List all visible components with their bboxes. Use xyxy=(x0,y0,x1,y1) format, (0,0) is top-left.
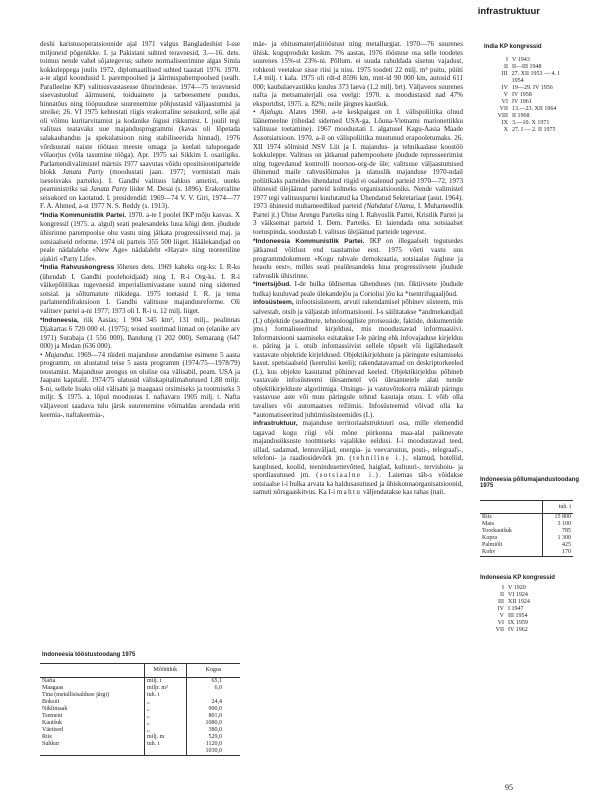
entry-head-infrastructure: infrastruktuur, xyxy=(253,420,298,428)
india-congress-date: IV 1958 xyxy=(512,92,532,98)
india-congress-number: IV xyxy=(501,85,508,91)
entry-text-india-kp: 1970. a-te I poolei IKP mõju kasvas. X kongressil (1975. a. algul) seati pealesandeks luua kõigi dem. jõudude ühisrinne parempoolse ohu vastu ning jätkata progressiivseid maj. ja sotsiaalseid reforme. 1974 oli parteis 355 500 liiget. Häälekandjad on peale nädalalehe «New Age» nädalaleht «Hayat» ning teoreetiline ajakiri «Party Life». xyxy=(40,210,240,263)
indonesia-congress-item xyxy=(480,606,575,613)
production-table-cell: Tsement xyxy=(42,713,63,719)
agri-table-cell: Kopra xyxy=(482,535,497,541)
production-table-cell: Maagaas xyxy=(42,685,64,691)
paragraph-bangladesh: deshi karistusoperatsioonide ajal 1971 valgus Bangladeshist I-sse miljoneid põgenikke. I. ja Pakistani suhted teravnesid, 3.—16. dets. toimus nende vahel sõjategevus; suhete normaliseerimine algas Simla kokkuleppega juulis 1972, diplomaatilised suhted taastati 1976. 1970. a-te algul koondusid I. parempoolsed ja äärmuspahempoolsed (sealh. Paralleelne KP) valitsusvastasesse ühisrindesse. 1974—75 teravnesid sisevastuolud äärmuseni, toiduainete ja tarbeesemete puudus, hinnatõus ning tööpuuduse suurenemine põhjustasid väljaastumisi ja streike; 26. VI 1975 kehtestati riigis erakorraline seisukord, selle ajal oli võimu kuritarvitamist ja kodanike õigusi rikkumist. I. juulil tegi valitsus teatavaks uue majandusprogrammi (kavas oli lõpetada salakaubandus ja spekulatsioon ning stabiliseerida hinnad). 1976 võrdsustati naiste töötasu meeste omaga ja keelati talupoegade võlaorjus (võla tasumine tööga). Apr. 1975 sai Sikkim I. osariigiks. Parlamendivalimistel märtsis 1977 saavutas võidu opositsiooniparteide blokk xyxy=(40,40,240,177)
india-congress-item xyxy=(484,71,572,85)
entry-text-info-system: infootsisüsteem, arvuti rakendamisel põhinev süsteem, mis salvestab, otsib ja väljastab informatsiooni. I-s säilitatakse *andmekandjail (L) objektide (seadmete, tehnoloogiliste protsesside, faktide, dokumentide jms.) formaliseeritud kirjeldusi, mis moodustavad informaasiivi. Informatsiooni saamiseks esitatakse I-le päring ehk infovajaduse kirjeldus e. päring ja i. otsib infomassiivist sellele tõpselt või ligilähedaselt vastavate objektide kirjeldused. Objektikirjelduste ja päringute esitamiseks kasut. spetsiaalseid (keerulisi keeli); rakendatavamad on deskriptorkeeled (L), kus objekte kasutatud põhinevad keeled. Objektikirjeldus põhineb vastavale infosüsteemi ülesannetel või ülesannetele alati nende objektikirjelduste algoritmiga. Otsingu- ja vastuvõtukorra määrab päringu vastavuse aste või muu päringule tehtud kasutaja otsus. I. võib olla tavalises või automaatses režiimis. Infosüsteemid võivad olla ka *automatiseeritud juhtimissüsteemides (L). xyxy=(253,298,463,419)
production-table-cell: „ xyxy=(145,699,187,706)
production-table-cell: Suhkur xyxy=(42,741,60,747)
nahdatul-ulama-term: (Nahdatul Ulama, xyxy=(364,202,416,211)
production-table-cell: 6,0 xyxy=(186,685,240,692)
indonesia-congress-number: VI xyxy=(497,620,504,626)
indonesia-congress-number: I xyxy=(502,585,504,591)
production-table-row xyxy=(40,713,240,720)
indonesia-congress-number: III xyxy=(498,599,504,605)
indonesia-congress-number: II xyxy=(500,592,504,598)
text-column-right xyxy=(253,40,463,770)
paragraph-economy-cont: mäe- ja ehitusmaterjalitööstust ning metallurgiat. 1970—76 suurenes ühisk. koguprodukt keskm. 7% aastas, 1976 tööstuse osa selle toodetes suurenes 15%-st 23%-ni. Põllum. ei suuda rahuldada sisetuu vajadust, rohkesti veetakse sisse riisi ja nisu. 1975 toodeti 22 milj. m³ puitu, püüti 1,4 milj. t kala. 1975 oli rdt-d 8596 km, mnt-id 90 000 km, autosid 611 000; kaubalaevastikku kuulus 373 laeva (1,2 milj. brt). Väljaveos suurenes nafta ja metsamaterjali osa veelgi: 1970. a. moodustasid nad 47% eksportdist, 1975. a. 82%; neile järgnes kautšuk. xyxy=(253,40,463,108)
paragraph-presidents: liider M. Desai (s. 1896). Erakorraline seisukord on kaotatud. I. presidendid: 1969—74 V. V. Giri, 1974—77 F. A. Ahmed, a-st 1977 N. S. Reddy (s. 1913). xyxy=(40,185,240,211)
agri-table-row xyxy=(480,514,573,522)
production-table-cell: miljr. m³ xyxy=(145,685,187,692)
production-table-cell: milj. t xyxy=(145,678,187,686)
production-table-cell: 380,0 xyxy=(186,727,240,734)
janata-party-term-2: Janata Party xyxy=(90,185,128,194)
production-table-cell: 24,4 xyxy=(186,699,240,706)
production-table-cell: Boksiit xyxy=(42,699,60,705)
entry-text-indonesia-kp: IKP on illegaalselt tegutsedes jätkanud võitlust end taastamise eest. 1975 võeti vastu uus programmdokument «Kogu rahvale demokraatia, sotsiaalse õigluse ja heaolu eest», milles seati peaülesandeks luua progressiivsete jõudude rahvuslik ühisrinne. xyxy=(253,236,463,280)
agri-table-title: Indoneesia põllumajandustoodang 1975 xyxy=(480,477,580,489)
production-table-cell: tuh. t xyxy=(145,692,187,699)
agri-table-header: tuh. t xyxy=(543,501,574,514)
production-table-cell: tuh. t xyxy=(145,741,187,748)
section-text-economy: 1969—74 tüideti majanduse arendamise esimene 5 aasta programm, on alustatud teise 5 aasta programm (1974/75—1978/79) teostamist. Majanduse arengus on olulise osa välisabil, peam. USA ja Jaapani kapitalil. 1974/75 ulatusid väliskapitalimahutused 1,88 miljr. $-ni, sellele lisaks olid välisabi ja maagaasi otsimiseks ja tootmiseks 3 miljr. $. 1975. a. lõpul moodustas I. naftavaru 1905 milj. t. Nafta väljaveost saadava tulu järsk suurenemine võimaldas arendada eriti keemia-, naftakeemia-, xyxy=(40,350,240,419)
india-congress-date: IV 1961 xyxy=(512,99,532,105)
production-table-row xyxy=(40,706,240,713)
production-table-cell: „ xyxy=(145,713,187,720)
india-congress-number: II xyxy=(504,64,508,70)
indonesia-congress-item xyxy=(480,599,575,606)
india-congress-item xyxy=(484,99,572,106)
indonesia-congress-date: III 1954 xyxy=(508,613,528,619)
indonesia-congresses-title: Indoneesia KP kongressid xyxy=(480,575,555,581)
production-table-row xyxy=(40,685,240,692)
production-table-cell: Kautšuk xyxy=(42,720,62,726)
entry-head-india-kp: *India Kommunistlik Partei. xyxy=(40,211,127,219)
indonesia-congress-item xyxy=(480,620,575,627)
india-congress-item xyxy=(484,64,572,71)
section-text-history-2: I. Muhameedlik Partei jt.) Ühtse Arengu Parteiks ning I. Rahvuslik Partei, Kristlik Partei ja 3 väiksemat parteid I. Dem. Parteiks. Et laiendada oma sotsiaalset toetuspinda, soodustab I. valitsus ülejäänud parteide tegevust. xyxy=(253,202,463,237)
agri-table-cell: 1 300 xyxy=(543,535,574,542)
agri-table-row xyxy=(480,542,573,549)
india-congress-number: VI xyxy=(501,99,508,105)
production-table-cell: Riie xyxy=(42,734,52,740)
agri-table-cell: 3 100 xyxy=(543,521,574,528)
india-congress-date: II 1968 xyxy=(512,113,530,119)
agri-table-cell: 170 xyxy=(543,549,574,557)
entry-head-info-system: infosüsteem, xyxy=(253,299,294,307)
paragraph-janata: (moodustati jaan. 1977; vormistati mais iseseisvaks parteiks). I. Gandhi valitsus lahkus ametist, uueks peaministriks sai xyxy=(40,168,240,194)
entry-text-infrastructure-4: väljendatakse kas rahas (nait. xyxy=(363,488,446,497)
agri-table-cell: Mais xyxy=(482,521,494,527)
india-congress-number: X xyxy=(503,127,508,133)
india-congress-item xyxy=(484,106,572,113)
indonesia-congress-item xyxy=(480,627,575,634)
india-congresses-box xyxy=(484,44,572,134)
entry-head-indonesia: *Indoneesia, xyxy=(40,316,79,324)
agri-table xyxy=(480,500,573,557)
indonesia-congress-number: V xyxy=(499,613,504,619)
indonesia-congress-item xyxy=(480,613,575,620)
indonesia-congresses-box xyxy=(480,575,575,634)
entry-text-infrastructure-2: elamud, hotellid, kauplused, koolid, teenindusettevõtted, haiglad, kultuuri-, tervishoiu- ja spordiasutused jm. xyxy=(253,454,463,480)
india-congress-number: VIII xyxy=(497,113,508,119)
india-congress-item xyxy=(484,85,572,92)
production-table-row xyxy=(40,741,240,748)
production-table-cell: 1030,0 xyxy=(186,748,240,756)
entry-head-india-congress: *India Rahvuskongress xyxy=(40,264,115,272)
section-text-history: Alates 1960. a-te keskpaigast on I. välispoliitika olnud läänemeelne (tihedad sidemed USA-ga, Lõuna-Vietnami marionettikku valitsuse toetamine). 1967 moodustati I. algatusel Kagu-Aasia Maade Assotsiatsioon. 1970. a-il on välispoliitika muutunud erapooletumaks. 26. XII 1974 sõlmisid NSV Liit ja I. majandus- ja tehnikaalase koostöö kokkuleppe. Valitsus on jätkanud pahempoolsete jõudude represseerimist ning tugevdanud kontrolli noorsoo-org-de üle; valitsuse väljaastumised ühinenud maile rahvuslõimalus ja ulatuslik majanduse 1970-ndail poliitikaks parteides ühendatud riigid ei osalenud parteid 1970—72, 1973 ühinesid ülejäänud parteid kolmeks organisatsiooniks. Nende valimistel 1977 tegi valitsuspartei kuulutatud ka Ühendatud Sekretariaat (asut. 1964). 1973 ühinesid muhameedlikud parteid xyxy=(253,108,463,211)
india-congresses-title: India KP kongressid xyxy=(484,44,542,50)
india-congress-date: II—III 1948 xyxy=(512,64,542,70)
agri-table-cell: Palmiõli xyxy=(482,542,503,548)
entry-text-infrastructure: majanduse territoriaalstruktuuri osa, mille elemendid tagavad kogu riigi või mõne piirkonna maa-alal paiknevate majandusüksuste tootmiseks vajalikke eeldusi. I-i moodustavad teed, sillad, sadamad, lennuväljad, energia- ja veevarustus, posti-, telegraafi-, telefoni- ja raadiosidevõrk jm. xyxy=(253,419,463,463)
india-congress-number: V xyxy=(503,92,508,98)
entry-text-inertial-force: I-de hulka üldisemas tähenduses (nn. fiktiivsete jõudude hulka) kuuluvad peale ülekandejõu ja Coriolisi jõu ka *tsentrifugaaljõud. xyxy=(253,280,463,298)
indonesia-congress-date: V 1920 xyxy=(508,585,526,591)
production-table-cell xyxy=(145,748,187,756)
social-infra-term: (sotsiaalne i.). xyxy=(316,471,383,480)
production-table-cell: Niklimaak xyxy=(42,706,68,712)
agri-table-row xyxy=(480,535,573,542)
production-table-cell: 529,0 xyxy=(186,734,240,741)
page-number: 95 xyxy=(505,783,513,792)
agri-table-cell: Toorkautšuk xyxy=(482,528,512,534)
production-table-cell: „ xyxy=(145,727,187,734)
entry-text-india-congress: lõhenes dets. 1969 kaheks org-ks: I. R-ks (ühendab I. Gandhi poolehoidjaid) ning I. R-i Org-ks. I. R-i väikepõlitikas tugevnesid imperialismivastane suund ning sidemed sotsial. ja sõltumatute riikidega. 1975 toetasid I. R. ja tema parlamendifraktsioon I. Gandhi valitsuse majandusreforme. Oli valitsev partei a-ni 1977; 1973 oli I. R-i u. 12 milj. liiget. xyxy=(40,263,240,315)
india-congress-item xyxy=(484,127,572,134)
production-table-cell: Tina (metallisisalduse järgi) xyxy=(42,692,109,698)
india-congress-number: VII xyxy=(499,106,508,112)
section-head-economy: • Majandus. xyxy=(40,350,75,359)
production-table-cell: milj. m xyxy=(145,734,187,741)
production-table-row xyxy=(40,720,240,727)
production-table-row xyxy=(40,692,240,699)
india-congress-date: V 1943 xyxy=(512,57,530,63)
production-table-cell: „ xyxy=(145,706,187,713)
text-column-left xyxy=(40,40,240,650)
production-table xyxy=(40,663,240,756)
indonesia-congress-item xyxy=(480,592,575,599)
indonesia-congress-item xyxy=(480,585,575,592)
india-congress-item xyxy=(484,57,572,64)
agri-table-cell: Riis xyxy=(482,514,492,520)
agri-table-header xyxy=(480,501,543,514)
india-congress-number: III xyxy=(501,71,508,77)
production-table-header: Mõõtühik xyxy=(145,664,187,678)
entry-head-inertial-force: *inertsijõud. xyxy=(253,281,292,289)
agri-table-cell: Kohv xyxy=(482,549,496,555)
production-table-cell: 990,0 xyxy=(186,706,240,713)
indonesia-congress-date: VI 1924 xyxy=(508,592,528,598)
india-congress-item xyxy=(484,120,572,127)
entry-text-indonesia: riik Aasias; 1 904 345 km², 131 milj., pealinnas Djakartas 6 720 000 el. (1975); teised suurimad linnad on (elanikе arv 1971) Surabaja (1 556 000), Bandung (1 202 000), Semarang (647 000) ja Medan (636 000). xyxy=(40,315,240,351)
production-table-row xyxy=(40,748,240,756)
agri-table-cell: 15 800 xyxy=(543,514,574,522)
india-congress-item xyxy=(484,113,572,120)
indonesia-congress-date: IX 1959 xyxy=(508,620,528,626)
indonesia-congress-date: IV 1962 xyxy=(508,627,528,633)
technical-infra-term: (tehniline i.), xyxy=(349,454,410,463)
production-table-cell: Väetised xyxy=(42,727,63,733)
india-congress-date: 3.—10. X 1971 xyxy=(512,120,550,126)
production-table-row xyxy=(40,727,240,734)
production-table-row xyxy=(40,678,240,686)
entry-text-infrastructure-3: Laiemas täh-s võidakse sotsiaalse i-i hulka arvata ka haldusasutused ja ühiskonnaorganisatsioonid, samuti nõrsgaaskitvus. Ka I-i xyxy=(253,471,463,497)
agri-table-row xyxy=(480,528,573,535)
production-table-cell: Nafta xyxy=(42,678,56,684)
production-table-cell: 65,1 xyxy=(186,678,240,686)
production-table-cell xyxy=(186,692,240,699)
entry-head-indonesia-kp: *Indoneesia Kommunistlik Partei. xyxy=(253,237,365,245)
india-congress-date: 19—29. IV 1956 xyxy=(512,85,553,91)
india-congress-date: 13.—23. XII 1964 xyxy=(512,106,557,112)
production-table-header: Kogus xyxy=(186,664,240,678)
production-table-title: Indoneesia tööstustoodang 1975 xyxy=(42,652,136,658)
section-head-history: • Ajalugu. xyxy=(253,108,285,117)
agri-table-cell: 425 xyxy=(543,542,574,549)
agri-table-row xyxy=(480,549,573,557)
india-congress-date: 27. XII 1953 — 4. I 1954 xyxy=(511,71,560,84)
production-table-cell: „ xyxy=(145,720,187,727)
production-table-header xyxy=(40,664,145,678)
production-table-cell xyxy=(40,748,145,756)
india-congress-item xyxy=(484,92,572,99)
indonesia-congress-number: IV xyxy=(497,606,504,612)
agri-table-cell: 785 xyxy=(543,528,574,535)
indonesia-congress-date: XII 1924 xyxy=(508,599,530,605)
production-table-row xyxy=(40,734,240,741)
india-congress-date: 27. I — 2. II 1975 xyxy=(512,127,556,133)
production-table-cell: 801,0 xyxy=(186,713,240,720)
production-table-cell: 1120,0 xyxy=(186,741,240,748)
indonesia-congress-date: I 1947 xyxy=(508,606,524,612)
production-table-cell: 1080,0 xyxy=(186,720,240,727)
india-congress-number: IX xyxy=(501,120,508,126)
agri-table-row xyxy=(480,521,573,528)
running-title: infrastruktuur xyxy=(477,6,540,17)
volume-term: mahtu xyxy=(336,488,362,497)
india-congress-number: I xyxy=(506,57,508,63)
production-table-row xyxy=(40,699,240,706)
janata-party-term: Janata Party xyxy=(62,168,104,177)
indonesia-congress-number: VII xyxy=(495,627,504,633)
